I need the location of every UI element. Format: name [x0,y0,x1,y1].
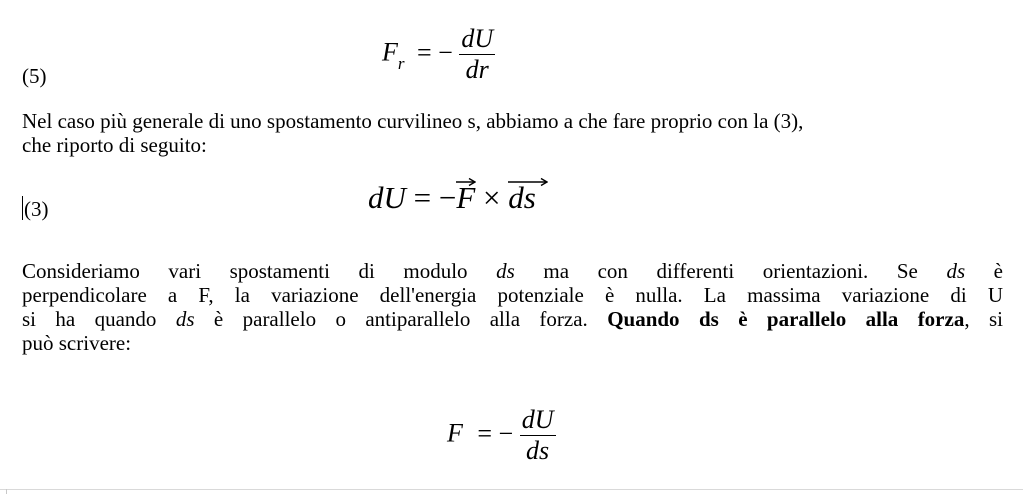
vector-arrow-icon [508,177,548,187]
eq5-relation: = − [417,37,453,67]
eq5-lhs-subscript: r [397,53,405,73]
paragraph-2 [22,259,1003,355]
eqf-fraction [520,405,556,466]
equation-3 [368,180,536,216]
eq3-relation: = − [413,180,457,215]
page-corner-mark [6,489,17,494]
eq3-operator: × [483,180,501,215]
equation-final [447,405,556,466]
paragraph-1 [22,109,1003,157]
eq5-lhs: F [382,37,398,67]
equation-5 [382,24,495,85]
paragraph-2-line-1: Consideriamo vari spostamenti di modulo ds ma con differenti orientazioni. Se ds è [22,259,1004,283]
eq5-denominator: dr [465,55,489,85]
eqf-denominator: ds [526,436,550,466]
eq5-numerator: dU [461,24,494,53]
eqf-relation: = − [477,418,514,448]
paragraph-1-line-2: che riporto di seguito: [22,133,207,157]
eq3-lhs: dU [368,180,406,215]
eq3-vector-ds: ds [508,180,536,216]
eq5-fraction [459,24,495,85]
paragraph-1-line-1: Nel caso più generale di uno spostamento curvilineo s, abbiamo a che fare proprio con la (3), [22,109,804,133]
equation-number-5: (5) [22,64,47,88]
vector-arrow-icon [456,177,476,187]
eqf-numerator: dU [521,405,554,434]
text-cursor [22,196,23,220]
equation-number-3: (3) [24,197,49,221]
paragraph-2-line-2: perpendicolare a F, la variazione dell'energia potenziale è nulla. La massima variazione di U [22,283,1003,307]
eqf-lhs: F [447,418,463,448]
paragraph-2-line-4: può scrivere: [22,331,132,355]
paragraph-2-line-3: si ha quando ds è parallelo o antiparallelo alla forza. Quando ds è parallelo alla forza, si [22,307,1003,331]
page-bottom-border [0,489,1023,490]
eq3-vector-f: F [456,180,475,216]
